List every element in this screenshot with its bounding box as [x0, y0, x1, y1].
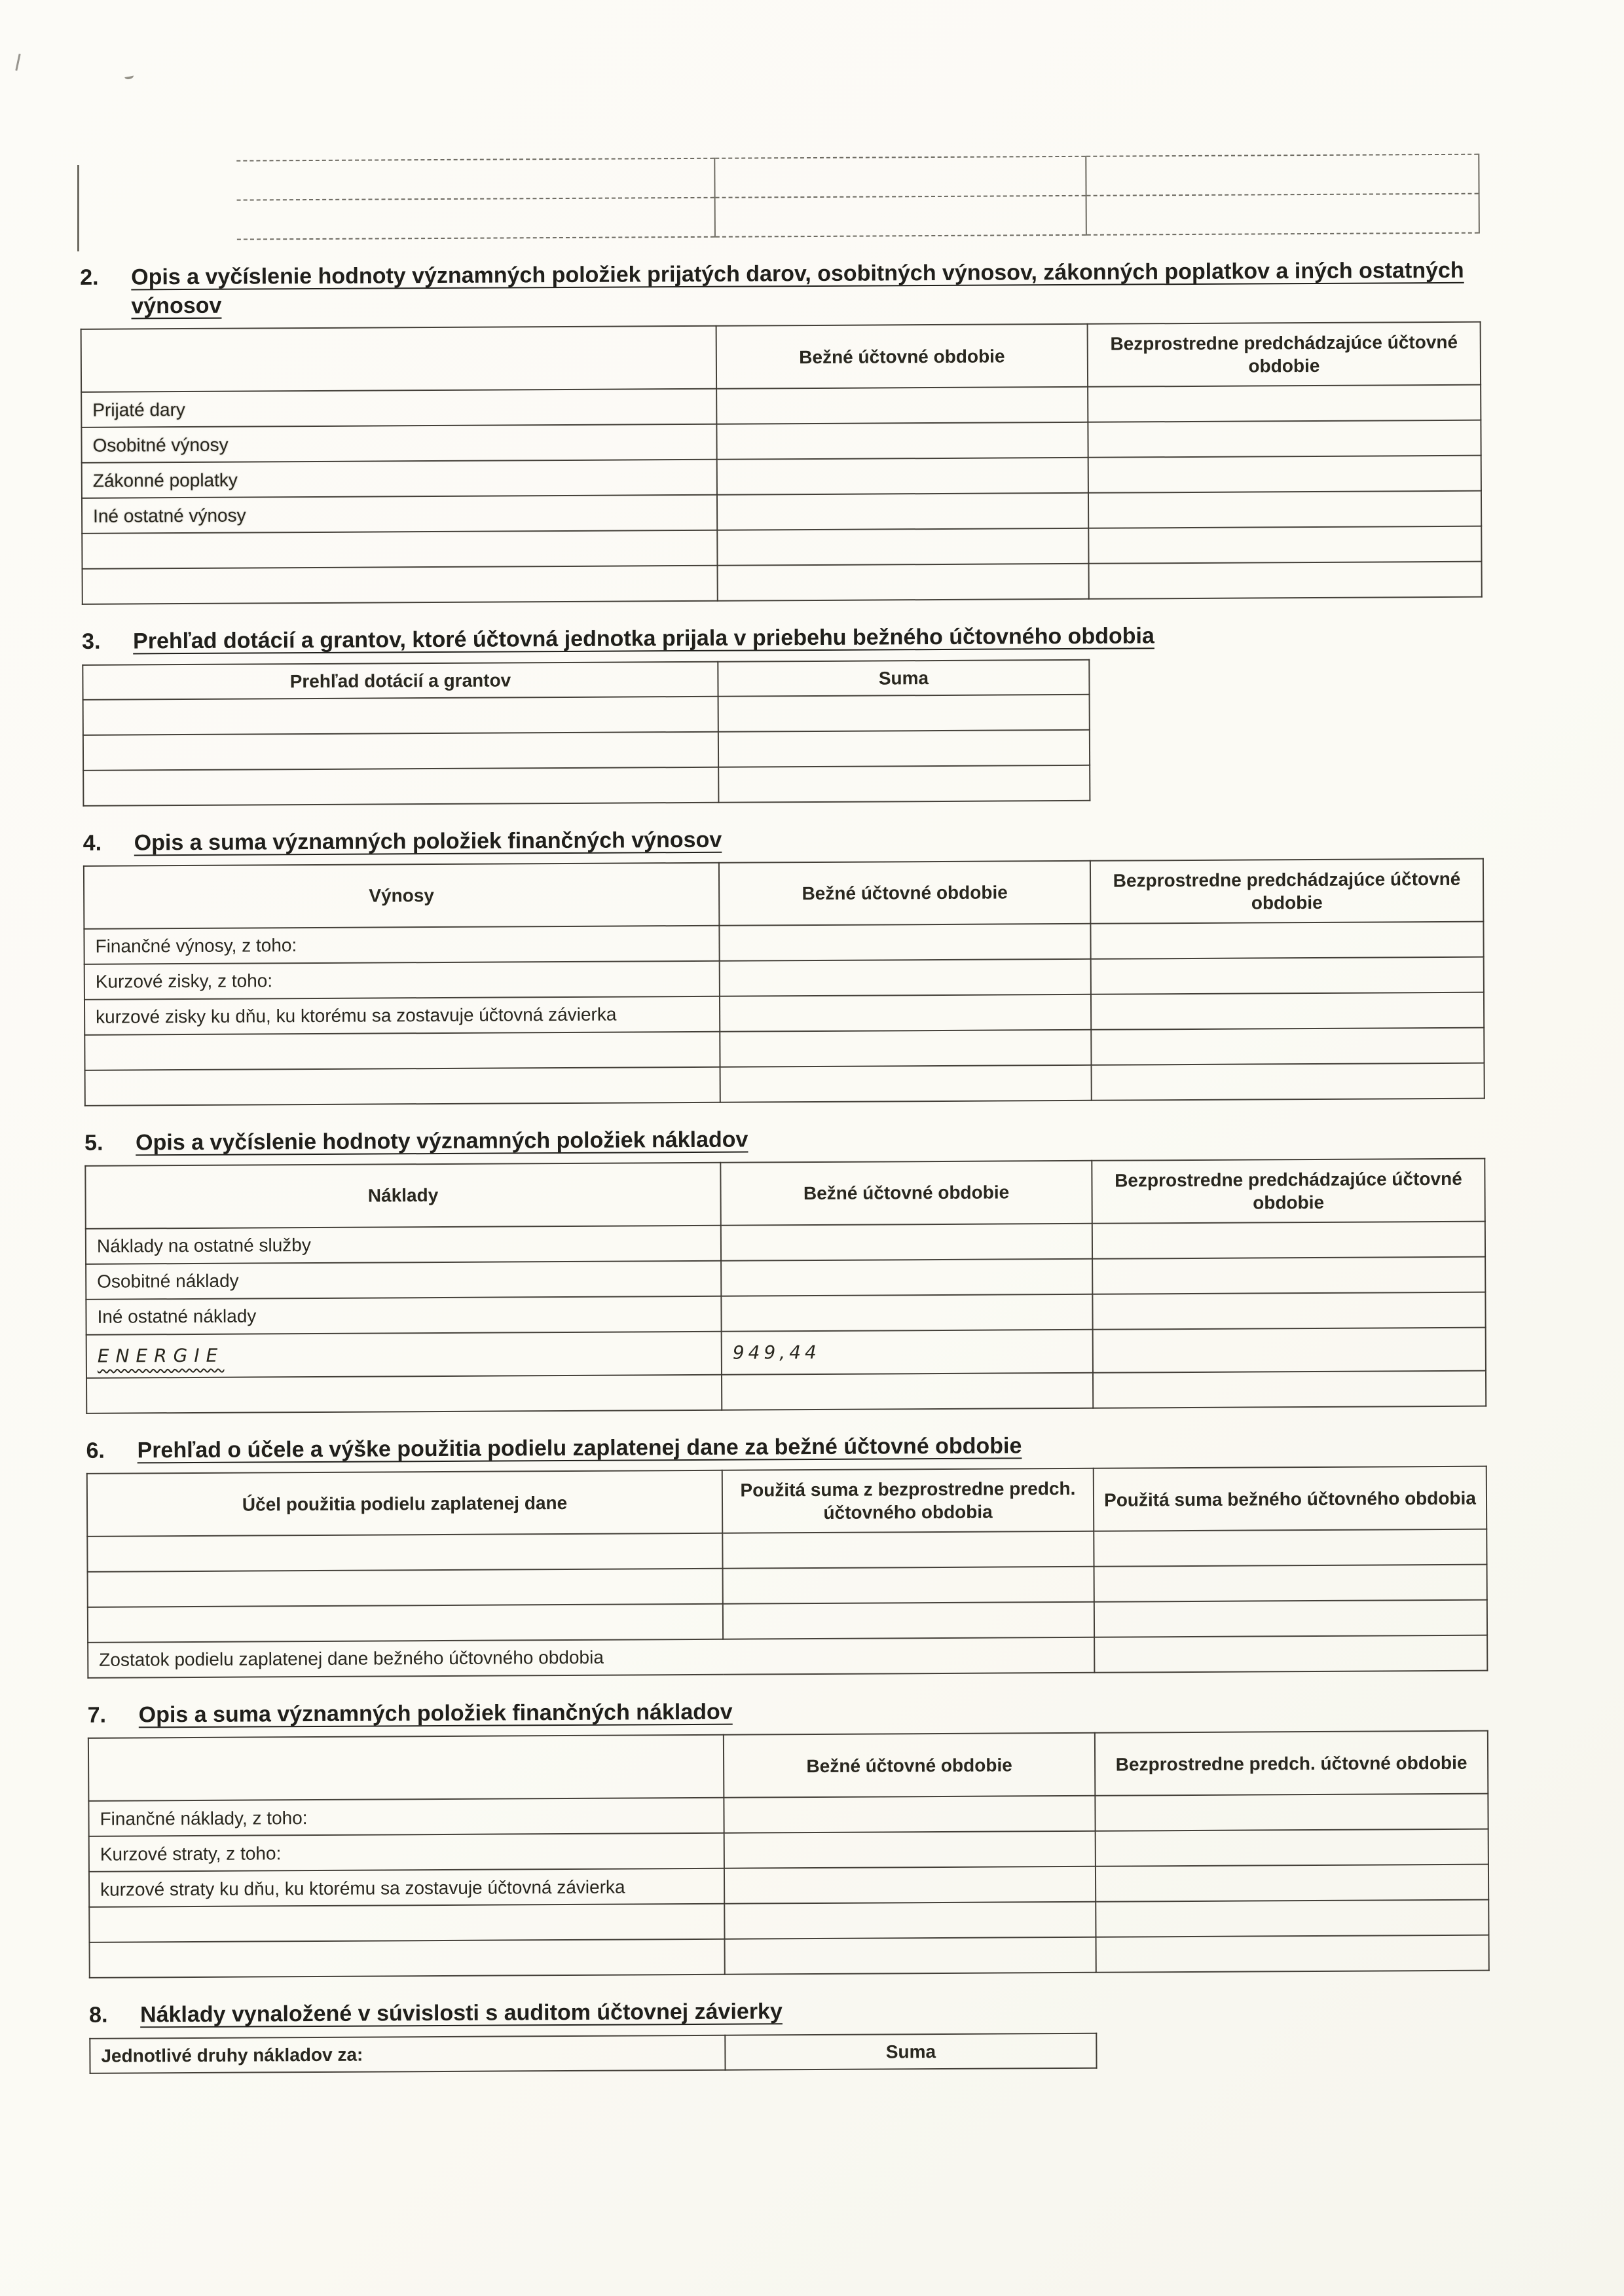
empty-table-cell: [85, 1067, 720, 1106]
empty-table-cell: [1088, 456, 1481, 493]
empty-table-cell: [87, 1533, 722, 1572]
empty-table-cell: [86, 1375, 722, 1413]
empty-table-cell: [1093, 1328, 1486, 1373]
section-3-table: [82, 659, 1090, 806]
empty-table-cell: [724, 1831, 1096, 1868]
table-cell: Iné ostatné výnosy: [82, 495, 717, 534]
section-number: 4.: [83, 830, 102, 856]
section-title: Opis a suma významných položiek finančných nákladov: [138, 1699, 733, 1728]
table-header-row: [88, 1731, 1488, 1801]
section-number: 6.: [86, 1438, 105, 1463]
section-8-table: [89, 2032, 1097, 2073]
empty-table-cell: [90, 1939, 725, 1978]
table-cell: Kurzové zisky, z toho:: [84, 961, 720, 1000]
empty-table-cell: [720, 994, 1091, 1032]
table-row: [86, 1371, 1486, 1413]
table-row: [83, 562, 1482, 604]
table-cell: Finančné náklady, z toho:: [88, 1798, 724, 1836]
table-header-row: [84, 858, 1483, 928]
section-heading: [88, 1693, 1555, 1730]
section-7-financial-costs: [88, 1693, 1556, 1978]
empty-table-cell: [718, 564, 1089, 601]
empty-table-cell: [1090, 921, 1483, 958]
empty-table-cell: [724, 1867, 1096, 1904]
table-row: [83, 765, 1090, 805]
empty-table-cell: [717, 493, 1088, 530]
table-cell: kurzové straty ku dňu, ku ktorému sa zostavuje účtovná závierka: [89, 1868, 724, 1907]
column-header-cell: Použitá suma bežného účtovného obdobia: [1094, 1467, 1486, 1531]
empty-table-cell: [722, 1531, 1094, 1569]
section-4-table: [83, 858, 1485, 1106]
table-cell: kurzové zisky ku dňu, ku ktorému sa zostavuje účtovná závierka: [84, 996, 720, 1035]
section-7-table: [88, 1730, 1490, 1978]
column-header-cell: Bežné účtovné obdobie: [719, 861, 1090, 926]
column-header-cell: Jednotlivé druhy nákladov za:: [90, 2035, 725, 2073]
section-number: 7.: [87, 1702, 107, 1728]
section-title: Opis a suma významných položiek finančných výnosov: [134, 827, 722, 856]
empty-table-cell: [83, 731, 718, 770]
column-header-cell: Prehľad dotácií a grantov: [83, 661, 718, 699]
empty-table-cell: [1092, 1063, 1485, 1100]
column-header-cell: Bežné účtovné obdobie: [724, 1733, 1095, 1798]
column-header-cell: Účel použitia podielu zaplatenej dane: [87, 1470, 722, 1537]
empty-table-cell: [1096, 1829, 1488, 1867]
empty-table-cell: [83, 767, 718, 805]
section-heading: [84, 1121, 1551, 1157]
empty-table-cell: [1088, 526, 1481, 564]
table-row: [90, 1935, 1489, 1978]
table-row: [86, 1328, 1486, 1378]
empty-table-cell: [1088, 420, 1481, 458]
section-2-gifts-and-other-revenues: [80, 255, 1549, 605]
empty-column-header-cell: [88, 1735, 724, 1801]
column-header-cell: Bezprostredne predchádzajúce účtovné obdobie: [1088, 322, 1481, 387]
section-heading: [89, 1993, 1556, 2030]
section-number: 5.: [84, 1130, 103, 1156]
empty-table-cell: [88, 1604, 723, 1643]
empty-table-cell: [1089, 562, 1482, 599]
table-row: [237, 194, 1479, 240]
empty-table-cell: [1096, 1865, 1488, 1902]
table-cell: Iné ostatné náklady: [86, 1296, 721, 1335]
empty-column-header-cell: [81, 326, 716, 392]
table-row: [236, 155, 1479, 200]
section-4-financial-revenues: [83, 821, 1551, 1106]
empty-table-cell: [1092, 1222, 1485, 1259]
empty-table-cell: [1094, 1635, 1487, 1673]
column-header-cell: Náklady: [85, 1163, 720, 1229]
empty-table-cell: [83, 566, 718, 604]
table-cell: Osobitné náklady: [86, 1261, 721, 1300]
empty-table-cell: [82, 530, 717, 569]
table-header-row: [81, 322, 1481, 392]
table-header-row: [90, 2033, 1096, 2073]
empty-table-cell: [717, 528, 1088, 566]
section-heading: [86, 1429, 1553, 1465]
section-number: 8.: [89, 2002, 108, 2028]
previous-page-table-fragment: [236, 154, 1480, 240]
section-5-significant-costs: [84, 1121, 1553, 1414]
empty-table-cell: [724, 1796, 1095, 1833]
section-6-tax-share-usage: [86, 1429, 1554, 1679]
handwritten-cell: ENERGIE: [86, 1332, 722, 1378]
section-number: 2.: [80, 264, 99, 290]
empty-table-cell: [715, 196, 1086, 237]
empty-table-cell: [722, 1373, 1093, 1410]
empty-table-cell: [717, 458, 1088, 495]
section-title: Prehľad o účele a výške použitia podielu zaplatenej dane za bežné účtovné obdobie: [137, 1433, 1022, 1463]
empty-table-cell: [1094, 1600, 1487, 1637]
empty-table-cell: [714, 156, 1086, 198]
empty-table-cell: [720, 959, 1091, 996]
section-heading: [83, 821, 1550, 858]
table-cell: Zostatok podielu zaplatenej dane bežného účtovného obdobia: [88, 1637, 1094, 1678]
empty-table-cell: [719, 924, 1090, 961]
handwritten-cell: 949,44: [722, 1330, 1093, 1375]
section-title: Opis a vyčíslenie hodnoty významných položiek prijatých darov, osobitných výnosov, zákonných poplatkov a iných ostatných výnosov: [131, 257, 1464, 319]
column-header-cell: Bezprostredne predch. účtovné obdobie: [1095, 1731, 1488, 1796]
section-3-subsidies-and-grants: [82, 619, 1549, 806]
empty-table-cell: [1091, 957, 1484, 994]
column-header-cell: Bežné účtovné obdobie: [720, 1161, 1092, 1226]
table-cell: Zákonné poplatky: [82, 460, 717, 498]
empty-table-cell: [716, 387, 1088, 424]
empty-table-cell: [237, 198, 715, 240]
section-title: Prehľad dotácií a grantov, ktoré účtovná jednotka prijala v priebehu bežného účtovného obdobia: [133, 623, 1154, 654]
column-header-cell: Bezprostredne predchádzajúce účtovné obdobie: [1090, 858, 1483, 923]
empty-table-cell: [721, 1294, 1092, 1332]
empty-table-cell: [1091, 992, 1484, 1029]
column-header-cell: Použitá suma z bezprostredne predch. účtovného obdobia: [722, 1468, 1094, 1533]
empty-table-cell: [718, 694, 1090, 731]
section-2-table: [81, 321, 1483, 605]
empty-table-cell: [723, 1567, 1094, 1604]
empty-table-cell: [718, 765, 1090, 802]
empty-table-cell: [1086, 155, 1479, 196]
section-number: 3.: [82, 629, 101, 655]
empty-table-cell: [1092, 1257, 1485, 1294]
column-header-cell: Suma: [718, 659, 1089, 696]
empty-table-cell: [1088, 385, 1481, 422]
empty-table-cell: [84, 1032, 720, 1070]
empty-table-cell: [1096, 1935, 1488, 1973]
empty-table-cell: [1091, 1027, 1484, 1065]
table-row: [85, 1063, 1485, 1105]
section-6-table: [86, 1466, 1488, 1679]
empty-table-cell: [1093, 1371, 1486, 1408]
section-title: Opis a vyčíslenie hodnoty významných položiek nákladov: [136, 1127, 748, 1156]
empty-table-cell: [720, 1065, 1092, 1102]
section-8-audit-costs: [89, 1993, 1557, 2073]
empty-table-cell: [724, 1902, 1096, 1939]
section-heading: [80, 255, 1547, 321]
section-title: Náklady vynaložené v súvislosti s auditom účtovnej závierky: [140, 1999, 783, 2028]
table-row: [83, 729, 1090, 770]
empty-table-cell: [88, 1569, 723, 1607]
empty-table-cell: [1095, 1794, 1488, 1831]
table-cell: Prijaté dary: [81, 389, 716, 428]
empty-table-cell: [716, 422, 1088, 460]
section-5-table: [84, 1158, 1486, 1414]
empty-table-cell: [1094, 1565, 1487, 1602]
column-header-cell: Výnosy: [84, 863, 719, 929]
empty-table-cell: [721, 1259, 1092, 1296]
table-row: [88, 1635, 1487, 1678]
table-cell: Osobitné výnosy: [81, 424, 716, 463]
table-cell: Finančné výnosy, z toho:: [84, 926, 719, 964]
empty-table-cell: [725, 1937, 1096, 1975]
column-header-cell: Bezprostredne predchádzajúce účtovné obdobie: [1092, 1159, 1485, 1224]
empty-table-cell: [1092, 1292, 1485, 1330]
empty-table-cell: [720, 1030, 1091, 1067]
empty-table-cell: [1088, 491, 1481, 528]
section-heading: [82, 619, 1549, 656]
table-cell: Kurzové straty, z toho:: [89, 1833, 724, 1872]
empty-table-cell: [89, 1904, 724, 1942]
empty-table-cell: [1094, 1529, 1486, 1567]
empty-table-cell: [1086, 194, 1479, 235]
empty-table-cell: [721, 1224, 1092, 1261]
table-header-row: [85, 1159, 1485, 1229]
empty-table-cell: [1096, 1900, 1488, 1937]
table-header-row: [87, 1467, 1486, 1537]
table-cell: Náklady na ostatné služby: [86, 1226, 721, 1264]
empty-table-cell: [723, 1602, 1094, 1639]
empty-table-cell: [236, 158, 714, 200]
table-header-row: [83, 659, 1089, 699]
column-header-cell: Bežné účtovné obdobie: [716, 324, 1088, 389]
column-header-cell: Suma: [725, 2033, 1096, 2069]
empty-table-cell: [83, 696, 718, 735]
empty-table-cell: [718, 729, 1090, 767]
table-row: [83, 694, 1090, 735]
